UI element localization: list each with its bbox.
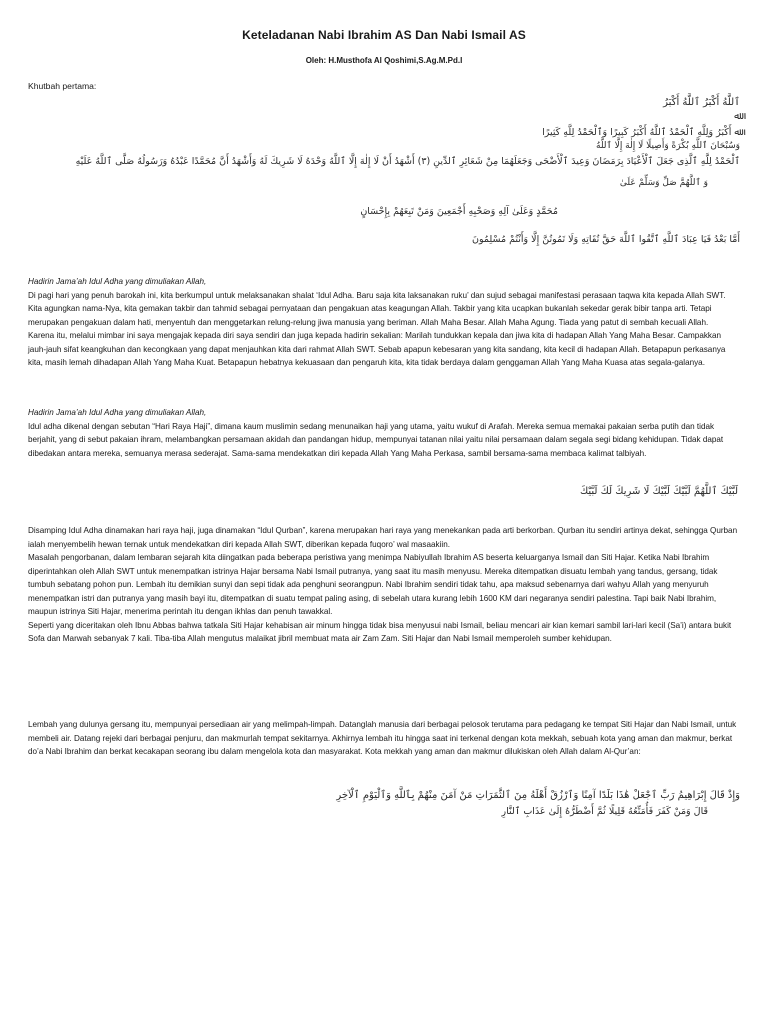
- khutbah-body-section-2: [28, 406, 738, 460]
- arabic-takbir-kabira: ﷲ أَكْبَرُ وَلِلَّهِ ٱلْحَمْدُ ٱللَّهُ أَكْبَرُ كَبِيرًا وَٱلْحَمْدُ لِلَّهِ كَثِيرًا: [542, 127, 740, 138]
- arabic-amma-badu-line: أَمَّا بَعْدُ فَيَا عِبَادَ ٱللَّهِ ٱتَّقُوا ٱللَّهَ حَقَّ تُقَاتِهِ وَلَا تَمُوتُنَّ إِلَّا وَأَنْتُمْ مُسْلِمُونَ: [471, 234, 740, 245]
- arabic-quran-verse-line-2: قَالَ وَمَنْ كَفَرَ فَأُمَتِّعُهُ قَلِيلًا ثُمَّ أَضْطَرُّهُ إِلَىٰ عَذَابِ ٱلنَّارِ: [501, 806, 708, 817]
- arabic-talbiyah: لَبَّيْكَ ٱللَّهُمَّ لَبَّيْكَ لَبَّيْكَ لَا شَرِيكَ لَكَ لَبَّيْكَ: [579, 486, 738, 497]
- arabic-takbir-line: ٱللَّهُ أَكْبَرُ ٱللَّهُ أَكْبَرُ: [663, 97, 740, 108]
- arabic-lafadz-allah: ﷲ: [734, 111, 740, 122]
- paragraph-idul-qurban: Disamping Idul Adha dinamakan hari raya haji, juga dinamakan “Idul Qurban”, karena merupakan hari raya yang menekankan pada arti berkorban. Qurban itu sendiri artinya dekat, sehingga Qurban ialah menyembelih hewan ternak untuk mendekatkan diri kepada Allah SWT, diberikan kepada fuqoro’ wal masaakiin.: [28, 526, 738, 549]
- greeting-hadirin: Hadirin Jama’ah Idul Adha yang dimuliakan Allah,: [28, 277, 207, 286]
- arabic-hamdalah-line: ٱلْحَمْدُ لِلَّهِ ٱلَّذِى جَعَلَ ٱلْأَعْيَادَ بِرَمَضَانَ وَعِيدَ ٱلْأَضْحَى وَجَعَلَهُمَا مِنْ شَعَائِرِ ٱلدِّينِ (٣) أَشْهَدُ أَنْ لَا إِلٰهَ إِلَّا ٱللَّهُ وَحْدَهُ لَا شَرِيكَ لَهُ وَأَشْهَدُ أَنَّ مُحَمَّدًا عَبْدُهُ وَرَسُولُهُ صَلَّى ٱللَّهُ عَلَيْهِ: [75, 156, 740, 167]
- arabic-sahabat-line: مُحَمَّدٍ وَعَلَىٰ آلِهِ وَصَحْبِهِ أَجْمَعِينَ وَمَنْ تَبِعَهُمْ بِإِحْسَانٍ: [360, 206, 558, 217]
- paragraph-pengorbanan: Masalah pengorbanan, dalam lembaran sejarah kita diingatkan pada beberapa peristiwa yang menimpa Nabiyullah Ibrahim AS beserta keluarganya Ismail dan Siti Hajar. Ketika Nabi Ibrahim diperintahkan oleh Allah SWT untuk menempatkan istrinya Hajar bersama Nabi Ismail putranya, yang saat itu masih menyusu. Mereka ditempatkan disuatu lembah yang tandus, gersang, tidak tumbuh sebatang pohon pun. Lembah itu demikian sunyi dan sepi tidak ada penghuni seorangpun. Nabi Ibrahim sendiri tidak tahu, apa maksud sebenarnya dari wahyu Allah yang menyuruh menempatkan istri dan putranya yang masih bayi itu, ditempatkan di suatu tempat paling asing, di sebelah utara kurang lebih 1600 KM dari negaranya sendiri palestina. Tapi baik Nabi Ibrahim, maupun istrinya Siti Hajar, menerima perintah itu dengan ikhlas dan penuh tawakkal.: [28, 553, 718, 616]
- khutbah-body-section-4: [28, 718, 738, 759]
- khutbah-body-section-1: [28, 275, 738, 370]
- paragraph-lembah-gersang: Lembah yang dulunya gersang itu, mempunyai persediaan air yang melimpah-limpah. Datanglah manusia dari berbagai pelosok terutama para pedagang ke tempat Siti Hajar dan Nabi Ismail, untuk membeli air. Datang rejeki dari berbagai penjuru, dan makmurlah tempat sekitarnya. Akhirnya lembah itu hingga saat ini terkenal dengan kota mekkah, sebuah kota yang aman dan makmur, berkat do’a Nabi Ibrahim dan berkat kecakapan seorang ibu dalam mengelola kota dan masyarakat. Kota mekkah yang aman dan makmur dilukiskan oleh Allah dalam Al-Qur’an:: [28, 720, 737, 756]
- khutbah-body-section-3: [28, 524, 738, 646]
- paragraph-ibnu-abbas: Seperti yang diceritakan oleh Ibnu Abbas bahwa tatkala Siti Hajar kehabisan air minum hingga tidak bisa menyusui nabi Ismail, beliau mencari air kian kemari sambil lari-lari kecil (Sa’i) antara bukit Sofa dan Marwah sebanyak 7 kali. Tiba-tiba Allah mengutus malaikat jibril membuat mata air Zam Zam. Siti Hajar dan Nabi Ismail memperoleh sumber kehidupan.: [28, 620, 732, 643]
- greeting-hadirin: Hadirin Jama’ah Idul Adha yang dimuliakan Allah,: [28, 408, 207, 417]
- author-line: Oleh: H.Musthofa Al Qoshimi,S.Ag.M.Pd.I: [305, 56, 463, 65]
- arabic-tasbih-line: وَسُبْحَانَ ٱللَّهِ بُكْرَةً وَأَصِيلًا لَا إِلٰهَ إِلَّا ٱللَّهُ: [596, 141, 740, 151]
- paragraph-hari-raya-haji: Idul adha dikenal dengan sebutan “Hari Raya Haji”, dimana kaum muslimin sedang menunaikan haji yang utama, yaitu wukuf di Arafah. Mereka semua memakai pakaian serba putih dan tidak berjahit, yang di sebut pakaian ihram, melambangkan persamaan akidah dan pandangan hidup, mempunyai tatanan nilai yaitu nilai persamaan dalam segala segi bidang kehidupan. Tidak dapat dibedakan antara mereka, semuanya merasa sederajat. Sama-sama mendekatkan diri kepada Allah Yang Maha Perkasa, sambil bersama-sama membaca kalimat talbiyah.: [28, 421, 724, 458]
- arabic-shalawat-line: وَ ٱللَّهُمَّ صَلِّ وَسَلِّمْ عَلَىٰ: [619, 178, 708, 188]
- paragraph-mimbar: Karena itu, melalui mimbar ini saya mengajak kepada diri saya sendiri dan juga kepada hadirin sekalian: Marilah tundukkan kepala dan jiwa kita di hadapan Allah Yang Maha Besar. Campakkan jauh-jauh sifat keangkuhan dan kecongkaan yang dapat menjauhkan kita dari rahmat Allah SWT. Sebab apapun kebesaran yang kita sandang, kita kecil di hadapan Allah. Betapapun perkasanya kita, masih lemah dihadapan Allah Yang Maha Kuat. Betapapun hebatnya kekuasaan dan pengaruh kita, kita tidak berdaya dalam genggaman Allah Yang Maha Kuasa atas segala-galanya.: [28, 331, 726, 367]
- arabic-quran-verse-line-1: وَإِذْ قَالَ إِبْرَاهِيمُ رَبِّ ٱجْعَلْ هَٰذَا بَلَدًا آمِنًا وَٱرْزُقْ أَهْلَهُ مِنَ ٱلثَّمَرَاتِ مَنْ آمَنَ مِنْهُمْ بِٱللَّهِ وَٱلْيَوْمِ ٱلْآخِرِ: [336, 790, 740, 801]
- section-label: Khutbah pertama:: [28, 81, 97, 91]
- paragraph-pagi-barokah: Di pagi hari yang penuh barokah ini, kita berkumpul untuk melaksanakan shalat ‘Idul Adha. Baru saja kita laksanakan ruku’ dan sujud sebagai manifestasi perasaan taqwa kita kepada Allah SWT. Kita agungkan nama-Nya, kita gemakan takbir dan tahmid sebagai pernyataan dan pengakuan atas keagungan Allah. Takbir yang kita ucapkan bukanlah sekedar gerak bibir tanpa arti. Tetapi merupakan pengakuan dalam hati, menyentuh dan menggetarkan relung-relung jiwa manusia yang beriman. Allah Maha Besar. Allah Maha Agung. Tiada yang patut di sembah kecuali Allah.: [28, 290, 726, 327]
- document-title: Keteladanan Nabi Ibrahim AS Dan Nabi Ismail AS: [242, 28, 526, 42]
